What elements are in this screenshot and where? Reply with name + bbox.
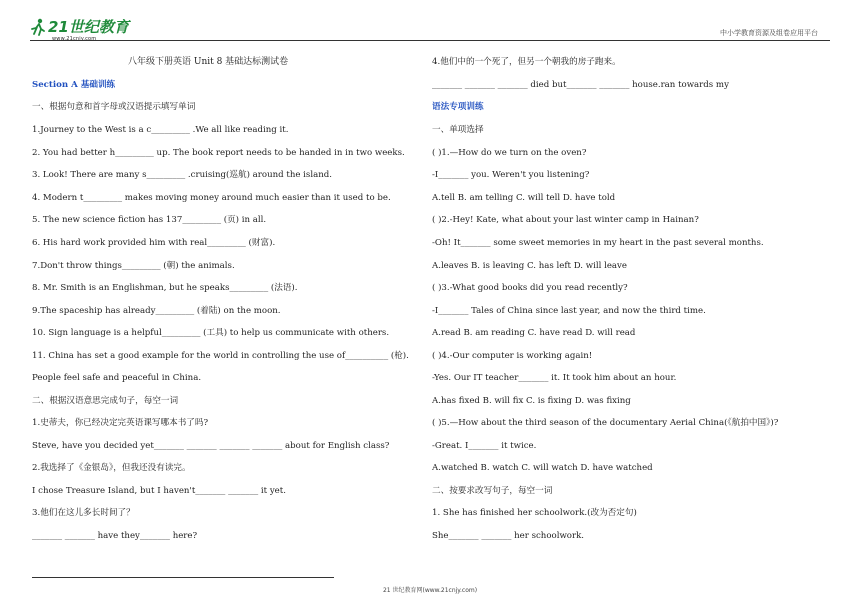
footer-source: 21 世纪教育网(www.21cnjy.com): [382, 587, 478, 594]
mc-1-question: ( )1.—How do we turn on the oven?: [432, 148, 587, 158]
runner-logo-icon: [30, 18, 46, 36]
completion-3-chinese: 3.他们在这儿多长时间了？: [32, 508, 135, 518]
mc-3-question: ( )3.-What good books did you read recently?: [432, 283, 628, 293]
footer-divider: [32, 577, 334, 578]
part2-heading: 二、根据汉语意思完成句子，每空一词: [32, 396, 179, 406]
mc-5-options: A.watched B. watch C. will watch D. have watched: [432, 463, 653, 473]
mc-5-question: ( )5.—How about the third season of the documentary Aerial China(《航拍中国》)?: [432, 418, 779, 428]
part1-heading: 一、根据句意和首字母或汉语提示填写单词: [32, 102, 196, 112]
question-1: 1.Journey to the West is a c_________ .We all like reading it.: [32, 125, 289, 135]
question-3: 3. Look! There are many s_________ .cruising(巡航) around the island.: [32, 170, 332, 180]
completion-4-chinese: 4.他们中的一个死了，但另一个朝我的房子跑来。: [432, 57, 621, 67]
mc-3-answer-line: -I_______ Tales of China since last year, and now the third time.: [432, 306, 706, 316]
question-11-line1: 11. China has set a good example for the world in controlling the use of__________ (枪).: [32, 351, 409, 361]
header-divider: [30, 40, 830, 41]
rewrite-heading: 二、按要求改写句子，每空一词: [432, 486, 553, 496]
grammar-heading: 语法专项训练: [432, 102, 484, 112]
question-4: 4. Modern t_________ makes moving money around much easier than it used to be.: [32, 193, 391, 203]
question-9: 9.The spaceship has already_________ (着陆) on the moon.: [32, 306, 281, 316]
mc-5-answer-line: -Great. I_______ it twice.: [432, 441, 537, 451]
completion-1-english: Steve, have you decided yet_______ _______ _______ _______ about for English class?: [32, 441, 390, 451]
question-6: 6. His hard work provided him with real_________ (财富).: [32, 238, 276, 248]
completion-4-english: _______ _______ _______ died but_______ _______ house.ran towards my: [432, 80, 729, 90]
question-7: 7.Don't throw things_________ (朝) the animals.: [32, 261, 235, 271]
completion-1-chinese: 1.史蒂夫，你已经决定完英语课写哪本书了吗?: [32, 418, 209, 428]
completion-2-chinese: 2.我选择了《金银岛》，但我还没有读完。: [32, 463, 191, 473]
logo-text: 21世纪教育: [48, 18, 129, 36]
mc-4-question: ( )4.-Our computer is working again!: [432, 351, 593, 361]
mc-2-question: ( )2.-Hey! Kate, what about your last winter camp in Hainan?: [432, 215, 699, 225]
question-10: 10. Sign language is a helpful_________ (工具) to help us communicate with others.: [32, 328, 390, 338]
multiple-choice-heading: 一、单项选择: [432, 125, 484, 135]
mc-1-options: A.tell B. am telling C. will tell D. have told: [432, 193, 616, 203]
rewrite-1-answer-line: She_______ _______ her schoolwork.: [432, 531, 585, 541]
question-11-line2: People feel safe and peaceful in China.: [32, 373, 202, 383]
mc-3-options: A.read B. am reading C. have read D. will read: [432, 328, 636, 338]
completion-3-english: _______ _______ have they_______ here?: [32, 531, 198, 541]
mc-4-answer-line: -Yes. Our IT teacher_______ it. It took him about an hour.: [432, 373, 677, 383]
header-platform-text: 中小学教育资源及组卷应用平台: [720, 29, 818, 37]
question-2: 2. You had better h_________ up. The book report needs to be handed in in two weeks.: [32, 148, 405, 158]
mc-2-options: A.leaves B. is leaving C. has left D. will leave: [432, 261, 627, 271]
mc-4-options: A.has fixed B. will fix C. is fixing D. was fixing: [432, 396, 631, 406]
section-a-heading: Section A 基础训练: [32, 80, 116, 90]
question-8: 8. Mr. Smith is an Englishman, but he speaks_________ (法语).: [32, 283, 298, 293]
mc-2-answer-line: -Oh! It_______ some sweet memories in my heart in the past several months.: [432, 238, 764, 248]
paper-title: 八年级下册英语 Unit 8 基础达标测试卷: [128, 57, 289, 67]
mc-1-answer-line: -I_______ you. Weren't you listening?: [432, 170, 590, 180]
logo-url: www.21cnjy.com: [52, 36, 97, 42]
rewrite-1-instruction: 1. She has finished her schoolwork.(改为否定句): [432, 508, 637, 518]
site-logo: [30, 16, 129, 42]
question-5: 5. The new science fiction has 137_________ (页) in all.: [32, 215, 267, 225]
completion-2-english: I chose Treasure Island, but I haven't_______ _______ it yet.: [32, 486, 286, 496]
